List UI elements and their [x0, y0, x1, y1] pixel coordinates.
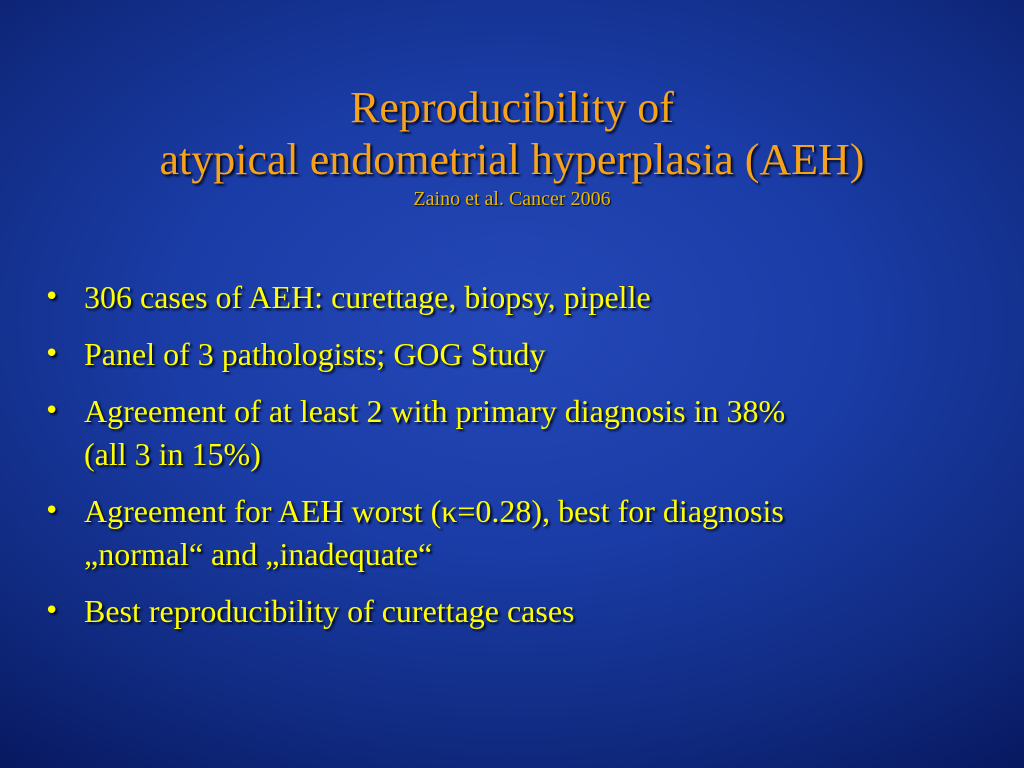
bullet-icon: •: [44, 596, 60, 626]
bullet-text: Panel of 3 pathologists; GOG Study: [84, 336, 546, 372]
title-block: [0, 82, 1024, 212]
bullet-icon: •: [44, 339, 60, 369]
citation: Zaino et al. Cancer 2006: [413, 188, 611, 210]
bullet-item: [44, 276, 974, 319]
bullet-text-continued: (all 3 in 15%): [84, 436, 261, 472]
bullet-item: [44, 490, 974, 576]
bullet-icon: •: [44, 282, 60, 312]
bullet-text-continued: „normal“ and „inadequate“: [84, 536, 433, 572]
bullet-item: [44, 390, 974, 476]
bullet-item: [44, 590, 974, 633]
bullet-item: [44, 333, 974, 376]
slide-title-line-1: Reproducibility of: [350, 83, 674, 132]
bullet-list: [44, 276, 974, 647]
bullet-text: Agreement of at least 2 with primary diagnosis in 38%: [84, 393, 786, 429]
bullet-text: Best reproducibility of curettage cases: [84, 593, 575, 629]
bullet-text: 306 cases of AEH: curettage, biopsy, pipelle: [84, 279, 651, 315]
bullet-icon: •: [44, 396, 60, 426]
bullet-icon: •: [44, 496, 60, 526]
bullet-text: Agreement for AEH worst (κ=0.28), best for diagnosis: [84, 493, 784, 529]
slide-title-line-2: atypical endometrial hyperplasia (AEH): [159, 135, 865, 184]
